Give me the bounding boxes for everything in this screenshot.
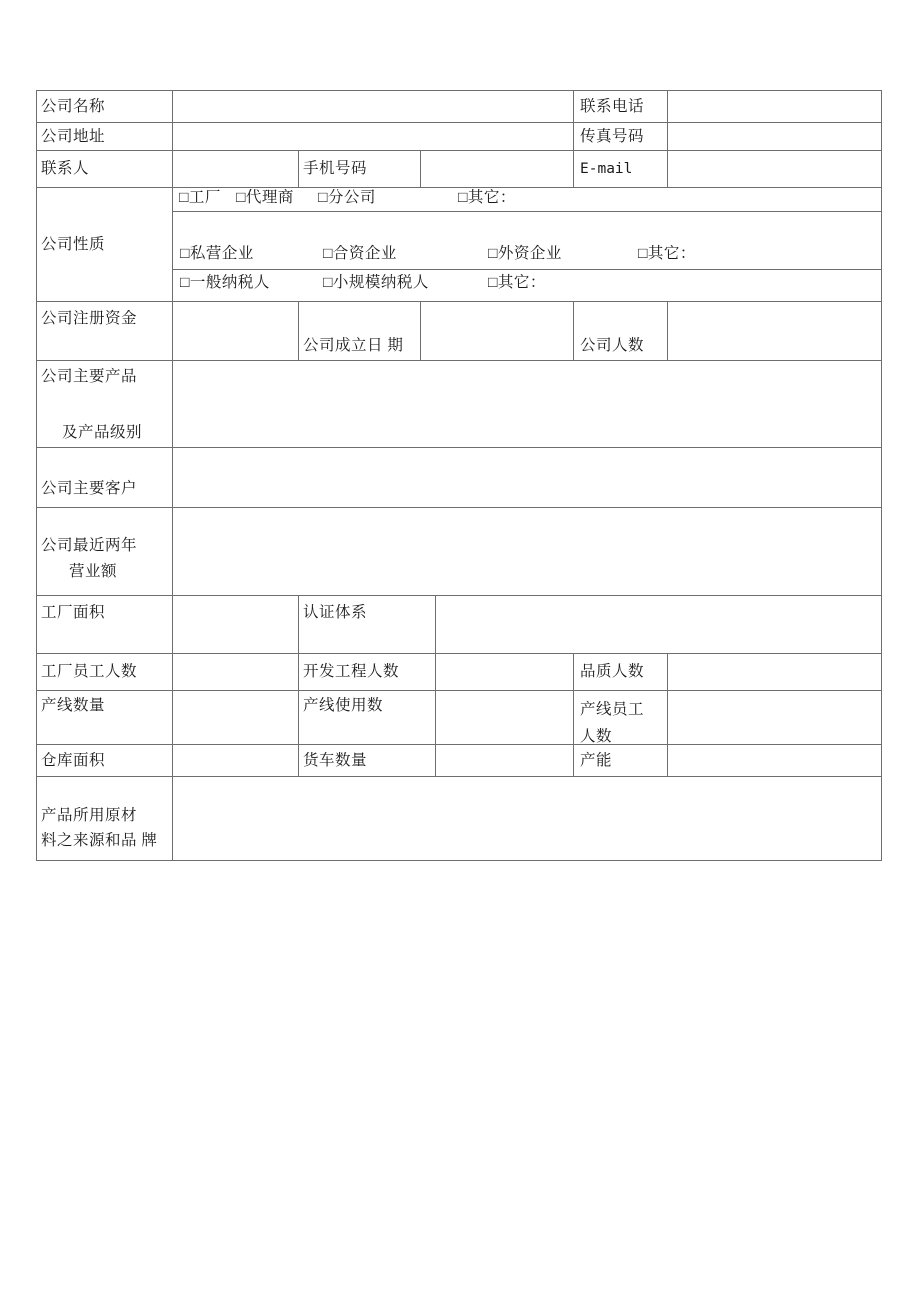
input-email[interactable]	[668, 151, 882, 188]
label-main-customers: 公司主要客户	[37, 448, 173, 508]
label-raw-materials-line1: 产品所用原材	[41, 807, 138, 824]
label-company-nature: 公司性质	[37, 188, 173, 302]
checkbox-foreign-enterprise[interactable]: □外资企业	[488, 245, 562, 263]
label-factory-staff-count: 工厂员工人数	[37, 654, 173, 691]
checkbox-taxpayer-other[interactable]: □其它：	[488, 274, 546, 292]
label-raw-materials-line2: 料之来源和品 牌	[41, 832, 158, 849]
label-contact-phone: 联系电话	[574, 91, 668, 123]
input-lines-in-use-count[interactable]	[436, 691, 574, 745]
label-certification-system: 认证体系	[299, 596, 436, 654]
label-line-worker-count-line1: 产线员工	[580, 701, 645, 718]
input-truck-count[interactable]	[436, 745, 574, 777]
label-fax-number: 传真号码	[574, 123, 668, 151]
checkbox-branch[interactable]: □分公司	[318, 189, 376, 207]
nature-ownership-row	[173, 212, 882, 270]
label-truck-count: 货车数量	[299, 745, 436, 777]
input-founding-date[interactable]	[421, 302, 574, 361]
label-factory-area: 工厂面积	[37, 596, 173, 654]
input-contact-person[interactable]	[173, 151, 299, 188]
checkbox-general-taxpayer[interactable]: □一般纳税人	[180, 274, 270, 292]
label-line-worker-count	[574, 691, 668, 745]
input-mobile-number[interactable]	[421, 151, 574, 188]
label-main-products-line1: 公司主要产品	[41, 368, 138, 385]
input-main-products[interactable]	[173, 361, 882, 448]
input-line-worker-count[interactable]	[668, 691, 882, 745]
label-production-line-count: 产线数量	[37, 691, 173, 745]
label-company-address: 公司地址	[37, 123, 173, 151]
input-certification-system[interactable]	[436, 596, 882, 654]
input-capacity[interactable]	[668, 745, 882, 777]
nature-type-row	[173, 188, 882, 212]
checkbox-agent[interactable]: □代理商	[236, 189, 294, 207]
nature-taxpayer-row	[173, 270, 882, 302]
checkbox-private-enterprise[interactable]: □私营企业	[180, 245, 254, 263]
label-recent-revenue-line1: 公司最近两年	[41, 537, 138, 554]
checkbox-ownership-other[interactable]: □其它：	[638, 245, 696, 263]
label-quality-staff-count: 品质人数	[574, 654, 668, 691]
input-rd-engineer-count[interactable]	[436, 654, 574, 691]
label-raw-materials	[37, 777, 173, 861]
input-factory-area[interactable]	[173, 596, 299, 654]
company-info-form-table	[36, 90, 882, 861]
checkbox-factory[interactable]: □工厂	[179, 189, 221, 207]
label-mobile-number: 手机号码	[299, 151, 421, 188]
input-fax-number[interactable]	[668, 123, 882, 151]
label-registered-capital: 公司注册资金	[37, 302, 173, 361]
label-employee-count: 公司人数	[574, 302, 668, 361]
input-company-address[interactable]	[173, 123, 574, 151]
input-recent-revenue[interactable]	[173, 508, 882, 596]
input-company-name[interactable]	[173, 91, 574, 123]
label-contact-person: 联系人	[37, 151, 173, 188]
checkbox-joint-venture[interactable]: □合资企业	[323, 245, 397, 263]
input-factory-staff-count[interactable]	[173, 654, 299, 691]
label-line-worker-count-line2: 人数	[580, 728, 613, 745]
checkbox-type-other[interactable]: □其它：	[458, 189, 516, 207]
input-quality-staff-count[interactable]	[668, 654, 882, 691]
input-contact-phone[interactable]	[668, 91, 882, 123]
input-employee-count[interactable]	[668, 302, 882, 361]
input-raw-materials[interactable]	[173, 777, 882, 861]
input-warehouse-area[interactable]	[173, 745, 299, 777]
label-recent-revenue-line2: 营业额	[69, 563, 118, 580]
label-email: E-mail	[574, 151, 668, 188]
checkbox-small-scale-taxpayer[interactable]: □小规模纳税人	[323, 274, 429, 292]
label-main-products	[37, 361, 173, 448]
label-rd-engineer-count: 开发工程人数	[299, 654, 436, 691]
label-founding-date: 公司成立日 期	[299, 302, 421, 361]
input-production-line-count[interactable]	[173, 691, 299, 745]
label-lines-in-use-count: 产线使用数	[299, 691, 436, 745]
input-registered-capital[interactable]	[173, 302, 299, 361]
label-company-name: 公司名称	[37, 91, 173, 123]
label-warehouse-area: 仓库面积	[37, 745, 173, 777]
label-main-products-line2: 及产品级别	[62, 424, 143, 442]
label-recent-revenue	[37, 508, 173, 596]
input-main-customers[interactable]	[173, 448, 882, 508]
label-capacity: 产能	[574, 745, 668, 777]
